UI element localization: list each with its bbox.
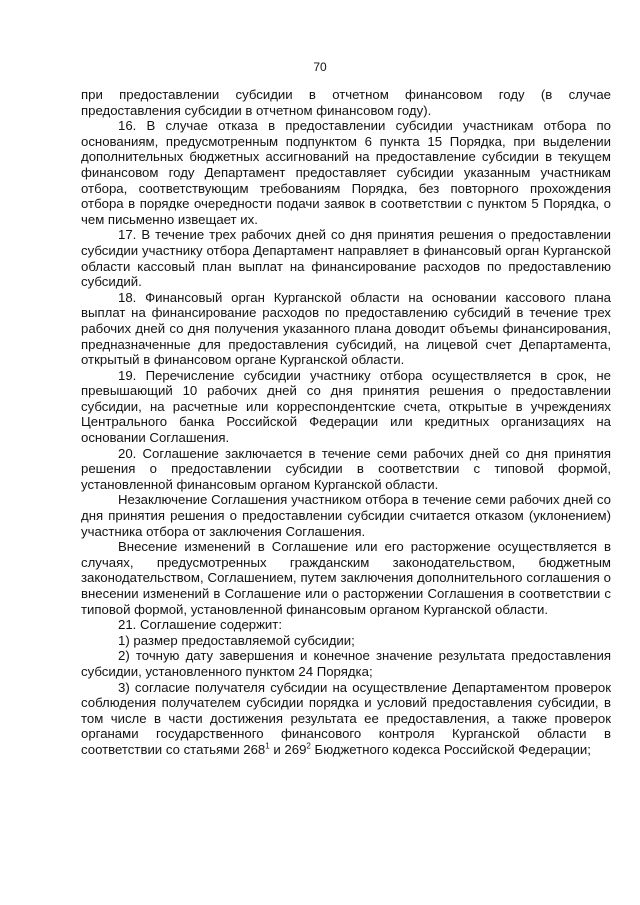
paragraph-21-item-2: 2) точную дату завершения и конечное значение результата предоставления субсидии, установленного пунктом 24 Порядка; — [81, 648, 611, 679]
paragraph-21-item-3 — [81, 680, 611, 758]
paragraph-21: 21. Соглашение содержит: — [118, 617, 283, 633]
paragraph-19: 19. Перечисление субсидии участнику отбора осуществляется в срок, не превышающий 10 рабочих дней со дня принятия решения о предоставлении субсидии, на расчетные или корреспондентские счета, открытые в учреждениях Центрального банка Российской Федерации или кредитных организациях на основании Соглашения. — [81, 367, 611, 446]
superscript-1: 1 — [265, 741, 270, 751]
paragraph-20: 20. Соглашение заключается в течение семи рабочих дней со дня принятия решения о предоставлении субсидии в соответствии с типовой формой, установленной финансовым органом Курганской области. — [81, 445, 611, 492]
superscript-2: 2 — [306, 741, 311, 751]
paragraph-17: 17. В течение трех рабочих дней со дня принятия решения о предоставлении субсидии участнику отбора Департамент направляет в финансовый орган Курганской области кассовый план выплат на финансирование расходов по предоставлению субсидий. — [81, 227, 611, 290]
paragraph-18: 18. Финансовый орган Курганской области на основании кассового плана выплат на финансирование расходов по предоставлению субсидий в течение трех рабочих дней со дня получения указанного плана доводит объемы финансирования, предназначенные для предоставления субсидий, на лицевой счет Департамента, открытый в финансовом органе Курганской области. — [81, 289, 611, 368]
paragraph-non-conclusion: Незаключение Соглашения участником отбора в течение семи рабочих дней со дня принятия решения о предоставлении субсидии считается отказом (уклонением) участника отбора от заключения Соглашения. — [81, 492, 611, 539]
paragraph-amendments: Внесение изменений в Соглашение или его расторжение осуществляется в случаях, предусмотренных гражданским законодательством, бюджетным законодательством, Соглашением, путем заключения дополнительного соглашения о внесении изменений в Соглашение или о расторжении Соглашения в соответствии с типовой формой, установленной финансовым органом Курганской области. — [81, 539, 611, 617]
document-body — [81, 87, 611, 758]
item-3-text-part-3: Бюджетного кодекса Российской Федерации; — [310, 741, 591, 757]
paragraph-21-item-1: 1) размер предоставляемой субсидии; — [118, 632, 355, 648]
item-3-text-part-1: 3) согласие получателя субсидии на осуществление Департаментом проверок соблюдения получателем субсидии порядка и условий предоставления субсидии, в том числе в части достижения результата ее предоставления, а также проверок органами государственного финансового контроля Курганской области в соответствии со статьями 268 — [81, 679, 611, 757]
paragraph-continuation: при предоставлении субсидии в отчетном финансовом году (в случае предоставления субсидии в отчетном финансовом году). — [81, 87, 611, 118]
paragraph-16: 16. В случае отказа в предоставлении субсидии участникам отбора по основаниям, предусмотренным подпунктом 6 пункта 15 Порядка, при выделении дополнительных бюджетных ассигнований на предоставление субсидии в текущем финансовом году Департамент предоставляет субсидии указанным участникам отбора, соответствующим требованиям Порядка, без повторного прохождения отбора в порядке очередности подачи заявок в соответствии с пунктом 5 Порядка, о чем письменно извещает их. — [81, 118, 611, 227]
page-number: 70 — [313, 60, 327, 74]
item-3-text-part-2: и 269 — [269, 741, 307, 757]
